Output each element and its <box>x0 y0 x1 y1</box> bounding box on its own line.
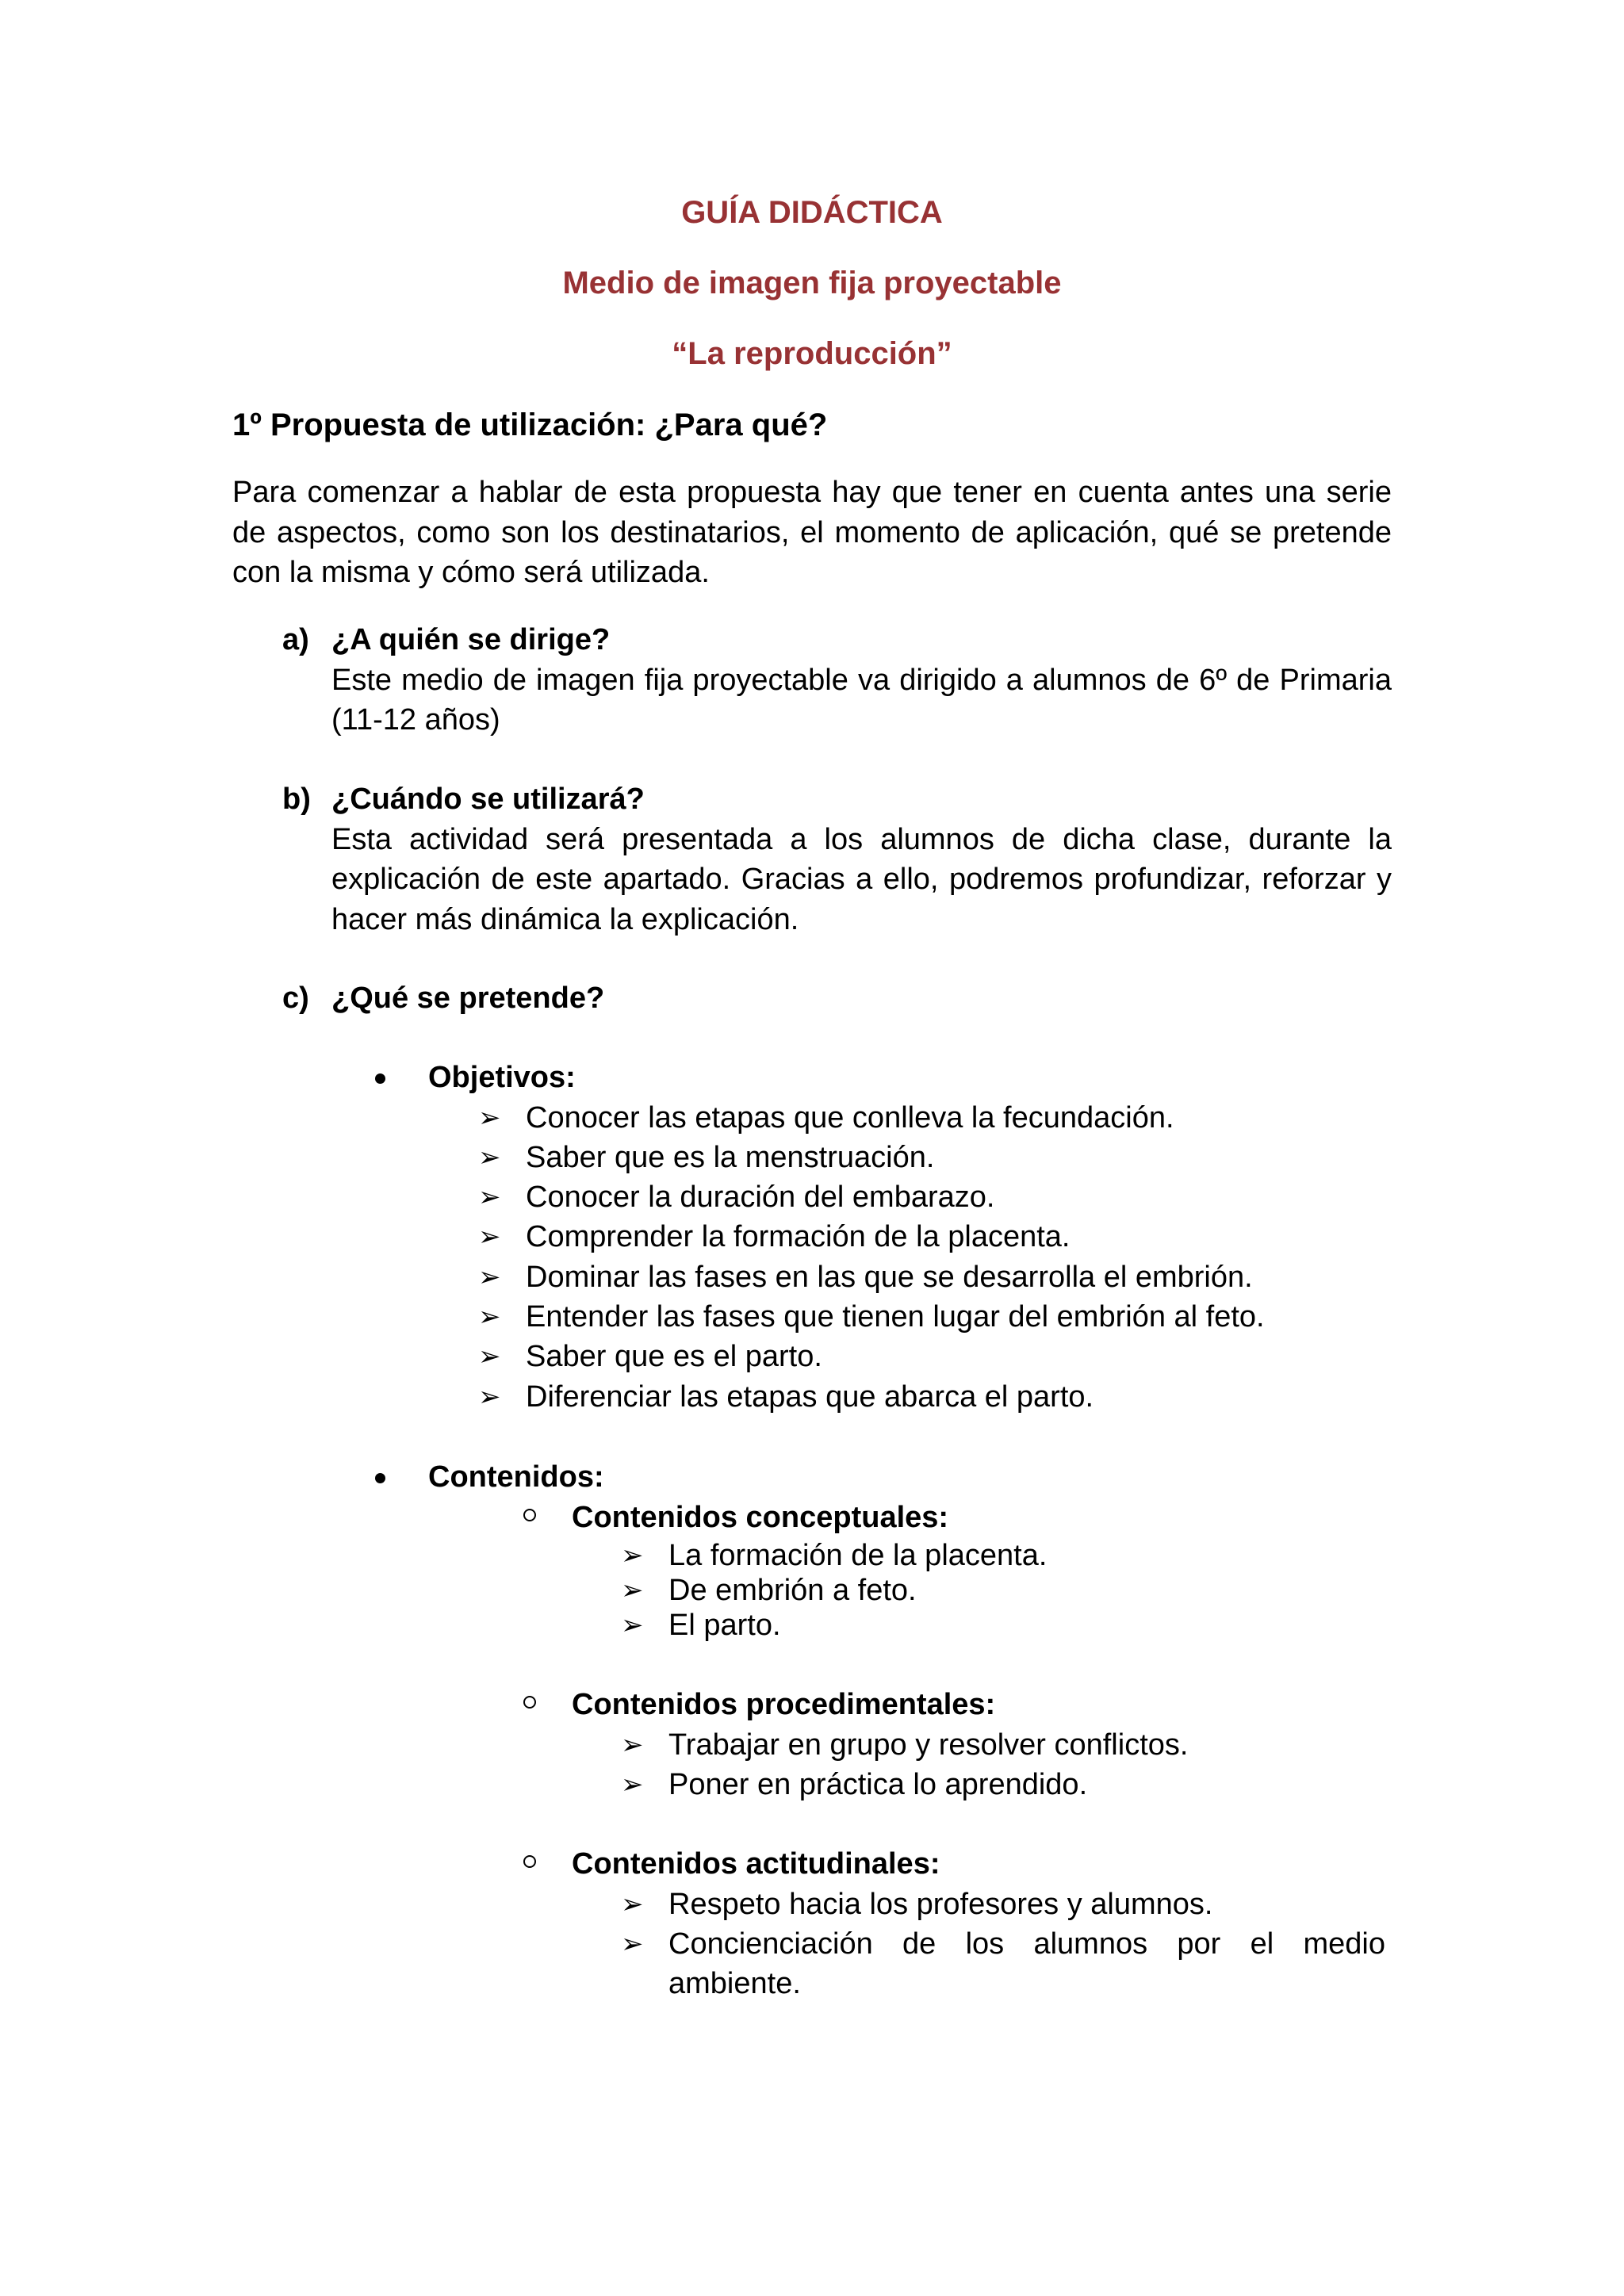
arrow-bullet-icon: ➢ <box>478 1102 501 1133</box>
list-item: ➢ Conocer la duración del embarazo. <box>478 1177 1265 1217</box>
question-title: ¿A quién se dirige? <box>331 623 611 656</box>
list-item: ➢ El parto. <box>621 1608 781 1642</box>
list-item: ➢ Respeto hacia los profesores y alumnos. <box>621 1885 1385 1924</box>
question-title: ¿Cuándo se utilizará? <box>331 783 645 816</box>
list-item: ➢ Saber que es el parto. <box>478 1337 1265 1376</box>
list-item: ➢ Saber que es la menstruación. <box>478 1138 1265 1177</box>
arrow-bullet-icon: ➢ <box>478 1182 501 1213</box>
arrow-bullet-icon: ➢ <box>621 1769 644 1800</box>
arrow-bullet-icon: ➢ <box>478 1222 501 1253</box>
list-item: ➢ De embrión a feto. <box>621 1573 917 1607</box>
arrow-bullet-icon: ➢ <box>621 1609 644 1640</box>
filled-bullet-icon <box>375 1473 385 1483</box>
list-item: ➢ Conocer las etapas que conlleva la fecundación. <box>478 1098 1265 1138</box>
list-item: ➢ Entender las fases que tienen lugar del embrión al feto. <box>478 1297 1265 1337</box>
procedural-list <box>621 1725 1188 1805</box>
procedural-label: Contenidos procedimentales: <box>572 1688 996 1721</box>
list-item: ➢ Diferenciar las etapas que abarca el parto. <box>478 1377 1265 1417</box>
list-item: ➢ La formación de la placenta. <box>621 1538 1048 1572</box>
document-topic: “La reproducción” <box>672 336 952 371</box>
arrow-bullet-icon: ➢ <box>621 1575 644 1605</box>
section-heading: 1º Propuesta de utilización: ¿Para qué? <box>232 408 828 442</box>
arrow-bullet-icon: ➢ <box>621 1540 644 1571</box>
document-title: GUÍA DIDÁCTICA <box>681 195 943 230</box>
objectives-list <box>478 1098 1265 1417</box>
arrow-bullet-icon: ➢ <box>478 1142 501 1173</box>
question-letter: c) <box>282 982 309 1015</box>
hollow-circle-bullet-icon <box>523 1855 536 1868</box>
intro-paragraph: Para comenzar a hablar de esta propuesta hay que tener en cuenta antes una serie de aspectos, como son los destinatarios, el momento de aplicación, qué se pretende con la misma y cómo será utilizada. <box>232 476 1392 589</box>
arrow-bullet-icon: ➢ <box>478 1341 501 1372</box>
arrow-bullet-icon: ➢ <box>621 1928 644 1959</box>
question-letter: a) <box>282 623 309 656</box>
contents-label: Contenidos: <box>428 1460 604 1494</box>
list-item: ➢ Concienciación de los alumnos por el medio ambiente. <box>621 1924 1385 2004</box>
question-answer: Este medio de imagen fija proyectable va dirigido a alumnos de 6º de Primaria (11-12 años) <box>331 663 1392 737</box>
attitudinal-list <box>621 1885 1385 2004</box>
objectives-label: Objetivos: <box>428 1061 576 1094</box>
filled-bullet-icon <box>375 1073 385 1084</box>
arrow-bullet-icon: ➢ <box>621 1888 644 1919</box>
conceptual-list <box>621 1538 1047 1643</box>
document-subtitle: Medio de imagen fija proyectable <box>562 266 1062 300</box>
list-item: ➢ Trabajar en grupo y resolver conflictos. <box>621 1725 1188 1765</box>
list-item: ➢ Comprender la formación de la placenta. <box>478 1217 1265 1257</box>
arrow-bullet-icon: ➢ <box>478 1261 501 1292</box>
list-item: ➢ Poner en práctica lo aprendido. <box>621 1765 1188 1804</box>
hollow-circle-bullet-icon <box>523 1509 536 1521</box>
list-item: ➢ Dominar las fases en las que se desarrolla el embrión. <box>478 1257 1265 1297</box>
question-title: ¿Qué se pretende? <box>331 982 605 1015</box>
conceptual-label: Contenidos conceptuales: <box>572 1501 949 1534</box>
arrow-bullet-icon: ➢ <box>478 1301 501 1332</box>
arrow-bullet-icon: ➢ <box>621 1729 644 1760</box>
hollow-circle-bullet-icon <box>523 1696 536 1709</box>
arrow-bullet-icon: ➢ <box>478 1381 501 1412</box>
attitudinal-label: Contenidos actitudinales: <box>572 1847 940 1881</box>
question-letter: b) <box>282 783 311 816</box>
question-answer: Esta actividad será presentada a los alumnos de dicha clase, durante la explicación de este apartado. Gracias a ello, podremos profundizar, reforzar y hacer más dinámica la explicación. <box>331 822 1392 936</box>
